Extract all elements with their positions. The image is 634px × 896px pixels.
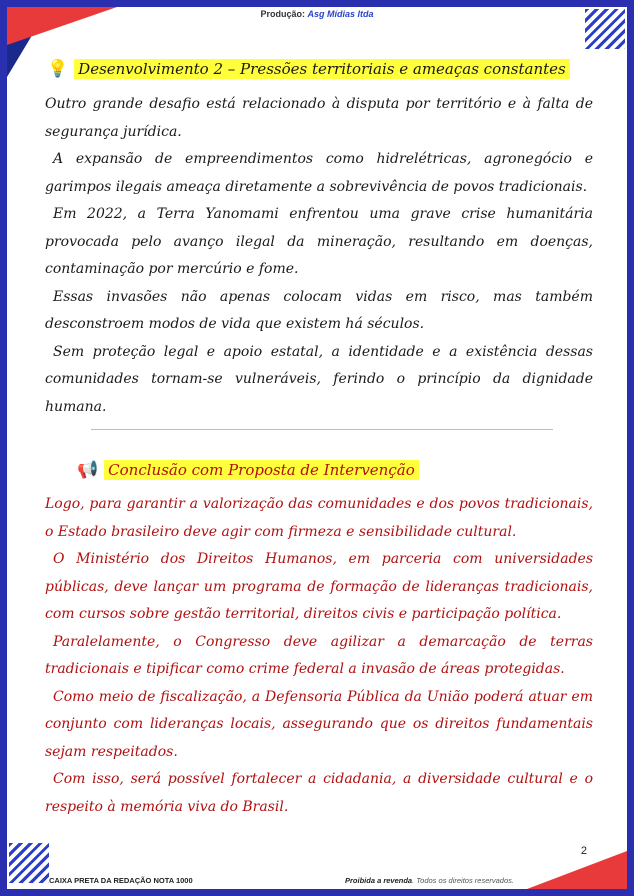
paragraph: Logo, para garantir a valorização das comunidades e dos povos tradicionais, o Estado brasileiro deve agir com firmeza e sensibilidade cultural. [45,496,593,540]
producer-name: Asg Mídias ltda [307,9,374,19]
section-heading-conclusion [77,460,419,480]
paragraph: Essas invasões não apenas colocam vidas em risco, mas também desconstroem modos de vida que existem há séculos. [45,288,593,332]
producer-credit [7,9,627,19]
paragraph: Em 2022, a Terra Yanomami enfrentou uma grave crise humanitária provocada pelo avanço ilegal da mineração, resultando em doenças, contaminação por mercúrio e fome. [45,206,593,277]
producer-label: Produção: [260,9,305,19]
megaphone-icon: 📢 [77,459,99,480]
footer-rights [345,876,514,885]
paragraph: Com isso, será possível fortalecer a cidadania, a diversidade cultural e o respeito à memória viva do Brasil. [45,771,593,815]
document-page [7,7,627,889]
paragraph: Paralelamente, o Congresso deve agilizar a demarcação de terras tradicionais e tipificar como crime federal a invasão de áreas protegidas. [45,633,593,677]
conclusion-body [45,491,593,821]
section-title: Conclusão com Proposta de Intervenção [104,460,419,480]
lightbulb-icon: 💡 [47,58,69,79]
page-number: 2 [580,845,587,857]
paragraph: Como meio de fiscalização, a Defensoria Pública da União poderá atuar em conjunto com lideranças locais, assegurando que os direitos fundamentais sejam respeitados. [45,688,593,760]
footer-rights-rest: . Todos os direitos reservados. [412,876,514,885]
stripes-decoration-bottom-left [9,843,49,883]
paragraph: Sem proteção legal e apoio estatal, a identidade e a existência dessas comunidades tornam-se vulneráveis, ferindo o princípio da dignidade humana. [45,343,593,415]
paragraph: Outro grande desafio está relacionado à disputa por território e à falta de segurança jurídica. [45,96,593,140]
footer-rights-bold: Proibida a revenda [345,876,413,885]
paragraph: A expansão de empreendimentos como hidrelétricas, agronegócio e garimpos ilegais ameaça diretamente a sobrevivência de povos tradicionais. [45,151,593,195]
development-body [45,91,593,421]
section-title: Desenvolvimento 2 – Pressões territoriais e ameaças constantes [74,59,570,79]
corner-decoration-bottom-right [527,851,627,889]
paragraph: O Ministério dos Direitos Humanos, em parceria com universidades públicas, deve lançar um programa de formação de lideranças tradicionais, com cursos sobre gestão territorial, direitos civis e participação política. [45,551,593,622]
section-divider [91,429,553,430]
footer-brand: CAIXA PRETA DA REDAÇÃO NOTA 1000 [49,876,193,885]
section-heading-development [47,59,570,79]
